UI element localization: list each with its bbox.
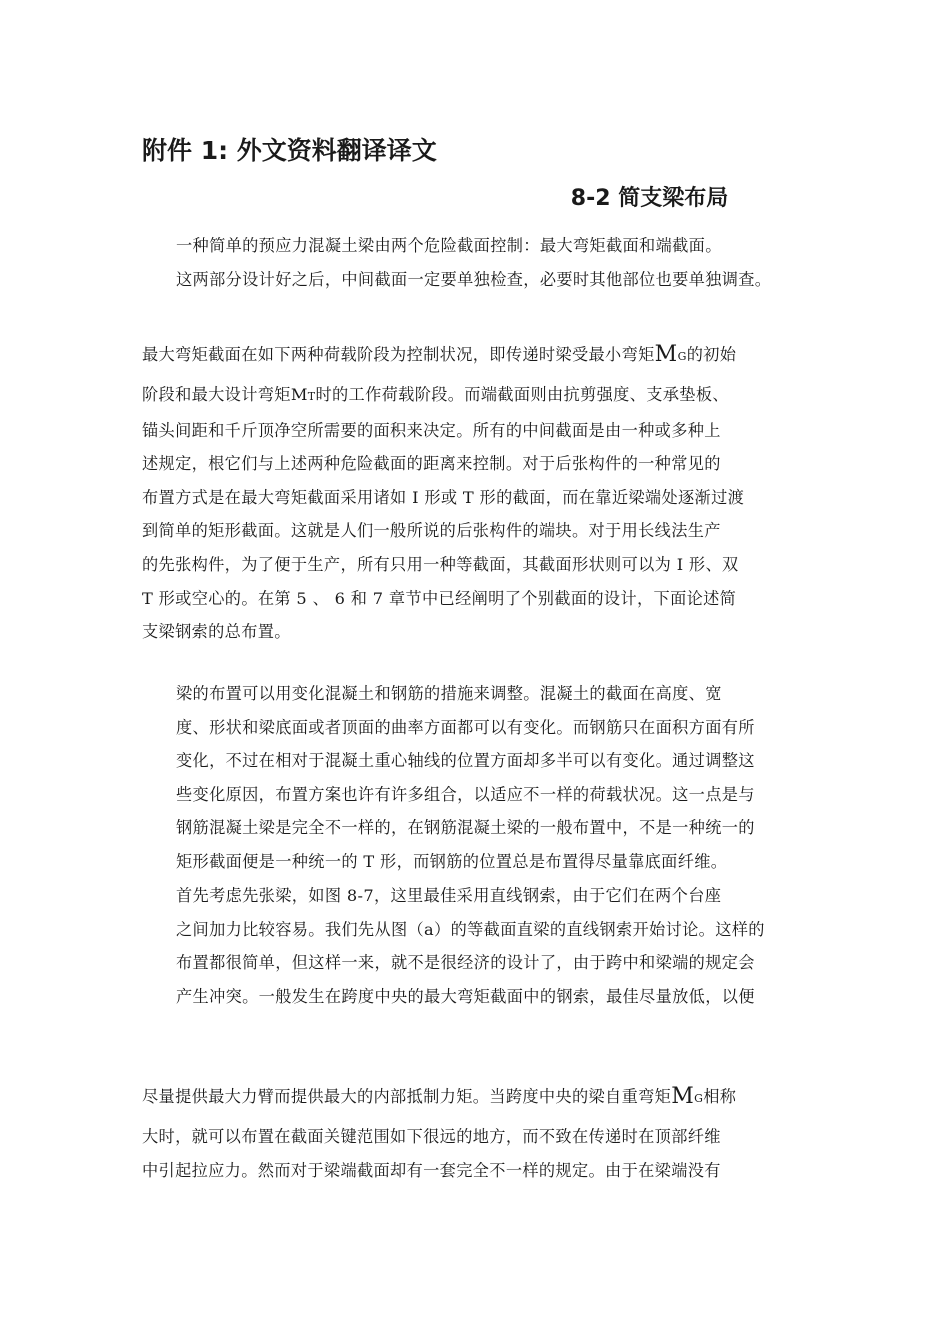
paragraph-1 <box>142 229 826 296</box>
text-line: T 形或空心的。在第 5 、 6 和 7 章节中已经阐明了个别截面的设计，下面论述简 <box>142 588 737 608</box>
text-run: 阶段和最大设计弯矩 <box>142 385 291 404</box>
text-line: 布置方式是在最大弯矩截面采用诸如 I 形或 T 形的截面，而在靠近梁端处逐渐过渡 <box>142 487 745 507</box>
text-run: 相称 <box>703 1087 737 1106</box>
text-run: 时的工作荷载阶段。而端截面则由抗剪强度、支承垫板、 <box>315 385 729 404</box>
text-line: 的先张构件，为了便于生产，所有只用一种等截面，其截面形状则可以为 I 形、双 <box>142 554 739 574</box>
text-line: 些变化原因，布置方案也许有许多组合，以适应不一样的荷载状况。这一点是与 <box>176 784 755 804</box>
text-run: 的初始 <box>686 345 737 364</box>
text-line: 大时，就可以布置在截面关键范围如下很远的地方，而不致在传递时在顶部纤维 <box>142 1127 721 1146</box>
text-line: 产生冲突。一般发生在跨度中央的最大弯矩截面中的钢索，最佳尽量放低，以便 <box>176 986 755 1006</box>
text-run: 尽量提供最大力臂而提供最大的内部抵制力矩。当跨度中央的梁自重弯矩 <box>142 1087 672 1106</box>
text-line: 钢筋混凝土梁是完全不一样的，在钢筋混凝土梁的一般布置中，不是一种统一的 <box>176 818 755 838</box>
text-line <box>142 1076 826 1120</box>
text-line: 中引起拉应力。然而对于梁端截面却有一套完全不一样的规定。由于在梁端没有 <box>142 1160 721 1180</box>
text-line: 首先考虑先张梁，如图 8-7，这里最佳采用直线钢索，由于它们在两个台座 <box>176 886 722 905</box>
text-line: 矩形截面便是一种统一的 T 形，而钢筋的位置总是布置得尽量靠底面纤维。 <box>176 851 728 871</box>
text-line: 布置都很简单，但这样一来，就不是很经济的设计了，由于跨中和梁端的规定会 <box>176 953 755 973</box>
text-line: 梁的布置可以用变化混凝土和钢筋的措施来调整。混凝土的截面在高度、宽 <box>176 684 722 703</box>
section-title <box>142 182 872 216</box>
appendix-title: 附件 1: 外文资料翻译译文 <box>142 136 437 165</box>
text-run: 最大弯矩截面在如下两种荷载阶段为控制状况，即传递时梁受最小弯矩 <box>142 345 655 364</box>
text-line: 之间加力比较容易。我们先从图（a）的等截面直梁的直线钢索开始讨论。这样的 <box>176 919 765 939</box>
text-line: 度、形状和梁底面或者顶面的曲率方面都可以有变化。而钢筋只在面积方面有所 <box>176 717 755 737</box>
paragraph-4-continued <box>142 1076 826 1187</box>
moment-subscript: G <box>694 1092 704 1105</box>
text-line: 这两部分设计好之后，中间截面一定要单独检查，必要时其他部位也要单独调查。 <box>176 269 772 289</box>
moment-symbol: M <box>290 385 308 404</box>
text-line <box>142 378 826 414</box>
text-line: 支梁钢索的总布置。 <box>142 622 291 642</box>
moment-subscript: T <box>307 390 316 403</box>
moment-subscript: G <box>677 350 687 363</box>
text-line: 一种简单的预应力混凝土梁由两个危险截面控制：最大弯矩截面和端截面。 <box>176 236 722 255</box>
text-line: 变化，不过在相对于混凝土重心轴线的位置方面却多半可以有变化。通过调整这 <box>176 751 755 771</box>
paragraph-3 <box>142 677 826 879</box>
text-line: 锚头间距和千斤顶净空所需要的面积来决定。所有的中间截面是由一种或多种上 <box>142 420 721 440</box>
text-line: 述规定，根它们与上述两种危险截面的距离来控制。对于后张构件的一种常见的 <box>142 454 721 474</box>
text-line: 到简单的矩形截面。这就是人们一般所说的后张构件的端块。对于用长线法生产 <box>142 521 721 541</box>
section-title-text: 8-2 简支梁布局 <box>570 186 729 211</box>
moment-symbol: M <box>671 1084 695 1109</box>
text-line <box>142 334 826 378</box>
paragraph-2 <box>142 334 826 649</box>
moment-symbol: M <box>654 342 678 367</box>
paragraph-4 <box>142 879 826 1013</box>
